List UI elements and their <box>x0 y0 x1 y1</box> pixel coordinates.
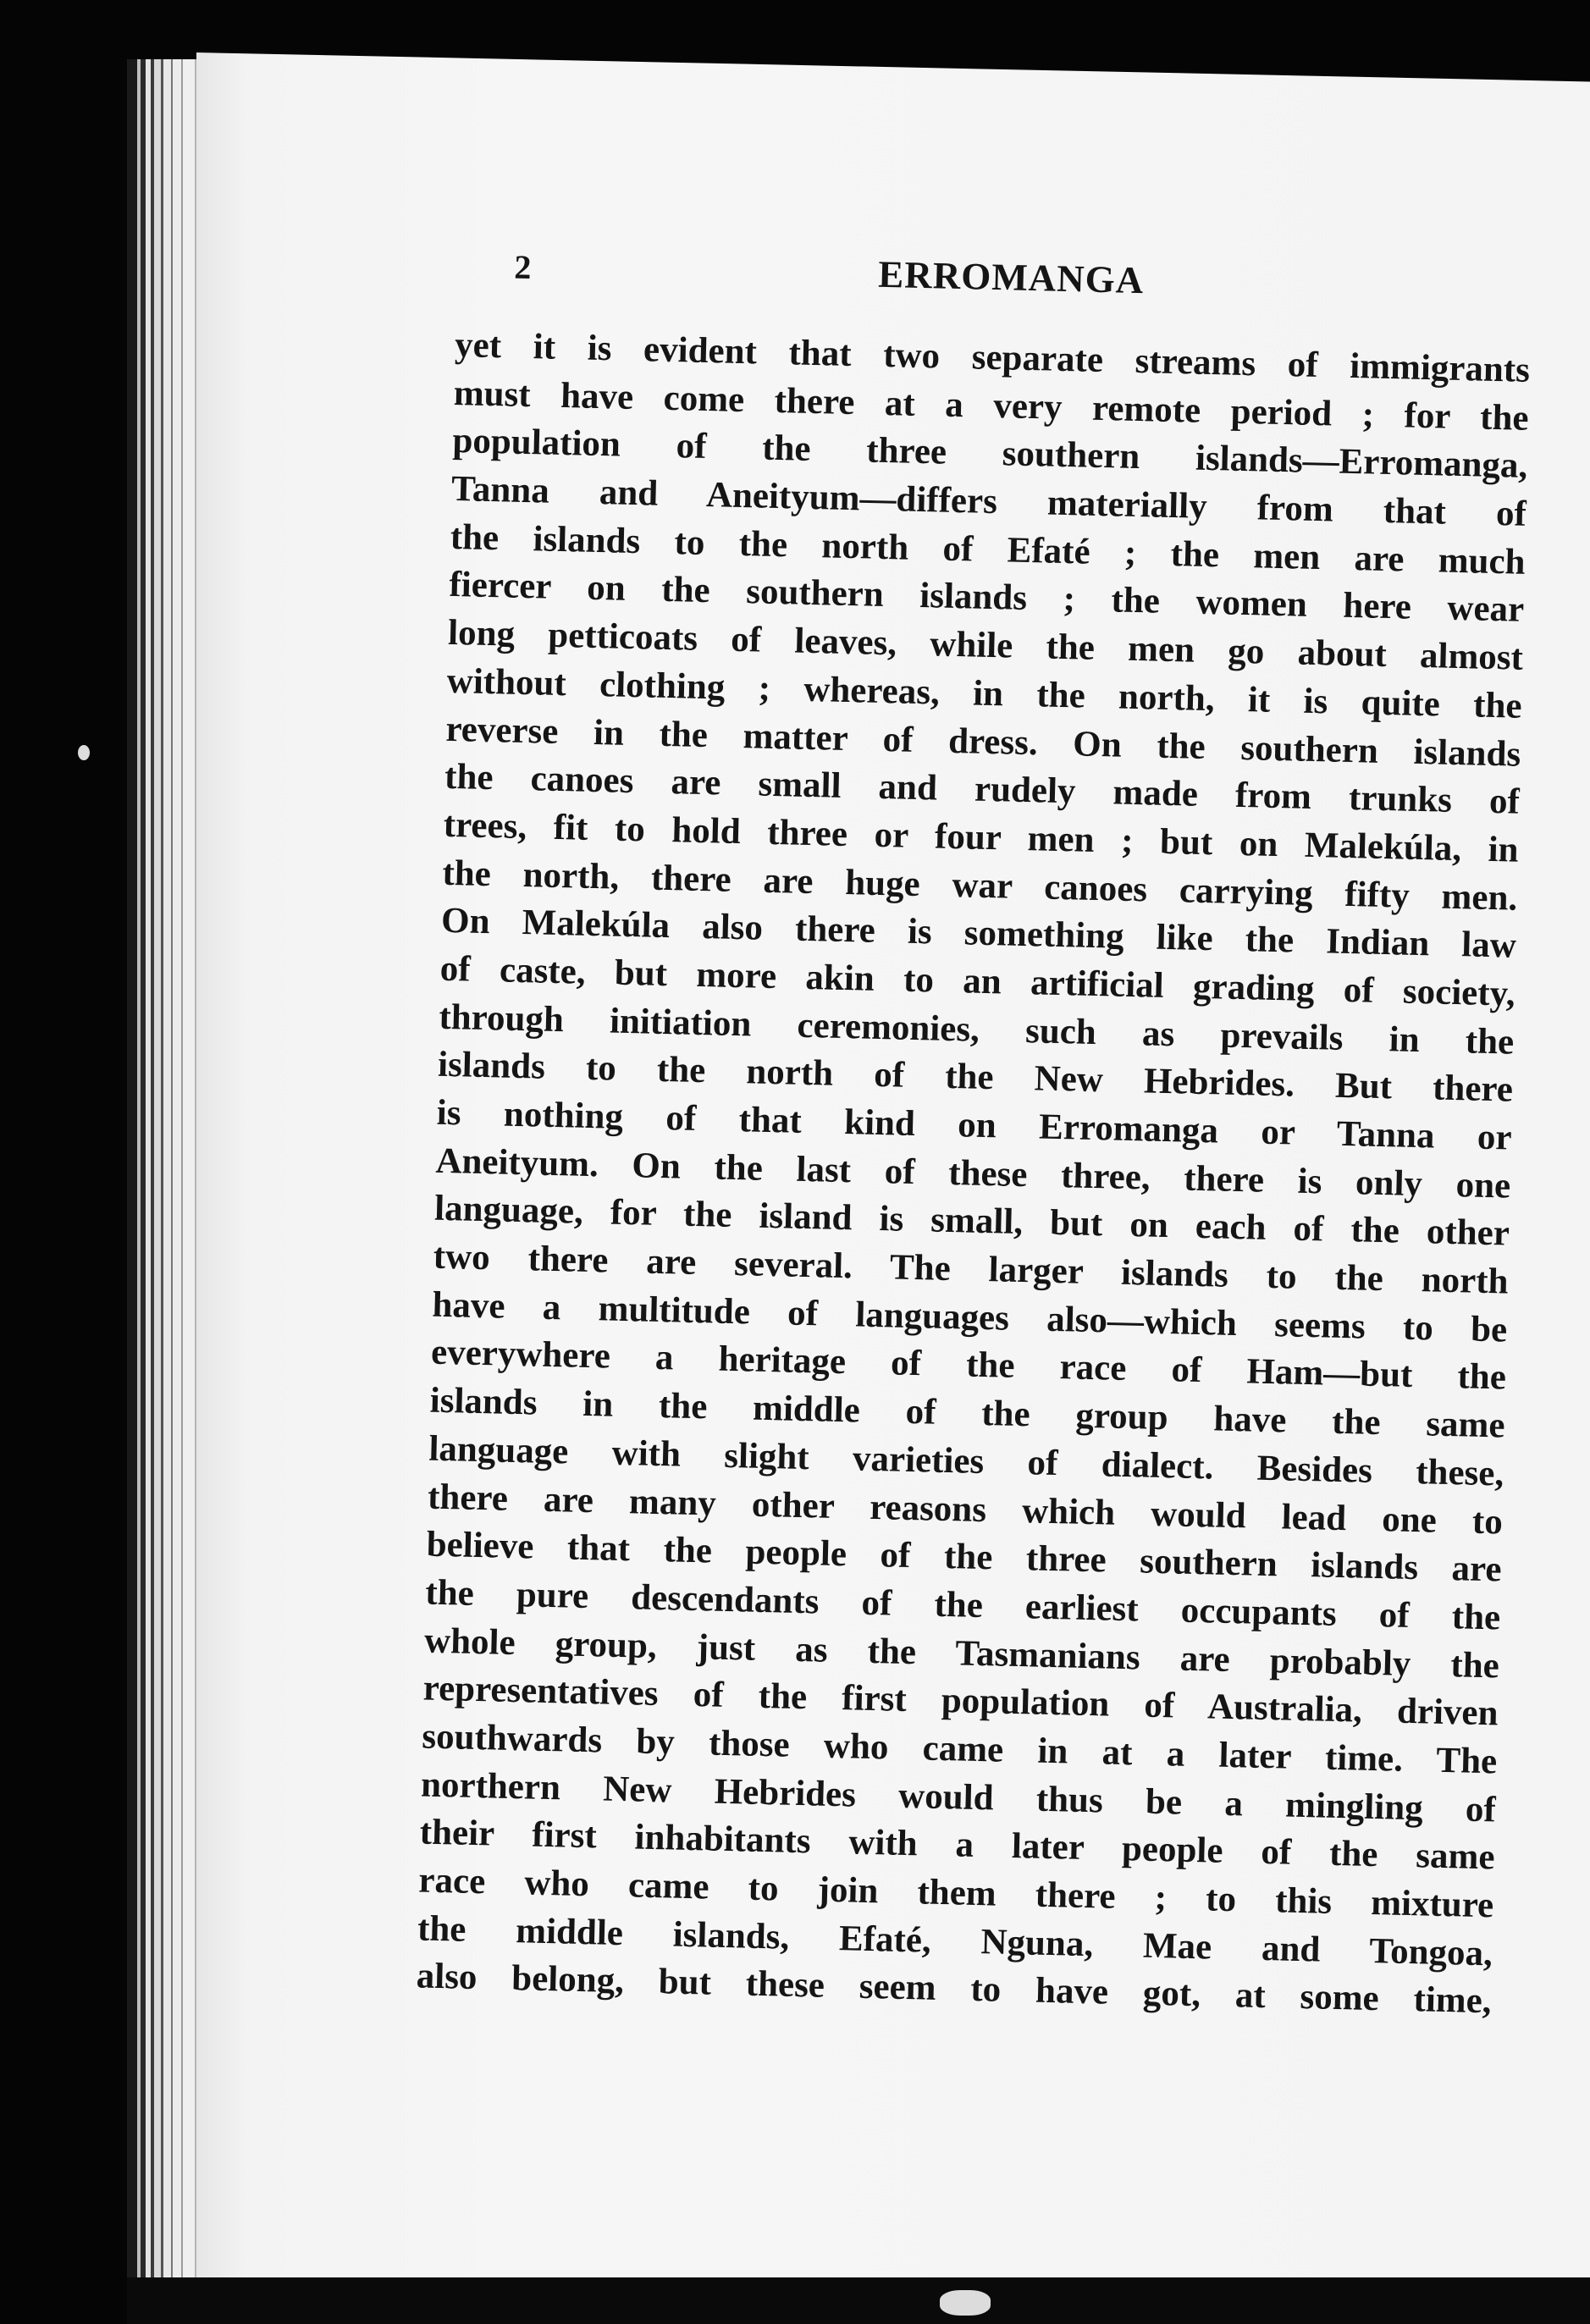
body-text <box>416 322 1530 2026</box>
text-line: the north, there are huge war canoes carrying fifty men. <box>441 853 1518 919</box>
page-number: 2 <box>513 247 532 287</box>
text-line: the pure descendants of the earliest occupants of the <box>424 1572 1501 1638</box>
text-line: population of the three southern islands—Erromanga, <box>452 421 1528 487</box>
text-line: On Malekúla also there is something like the Indian law <box>440 901 1517 966</box>
text-line: yet it is evident that two separate streams of immigrants <box>454 324 1531 390</box>
text-line: everywhere a heritage of the race of Ham—but the <box>430 1333 1507 1398</box>
text-line: of caste, but more akin to an artificial grading of society, <box>439 948 1516 1014</box>
dust-speck <box>940 2290 991 2316</box>
text-line: through initiation ceremonies, such as prevails in the <box>438 996 1515 1063</box>
text-line: Tanna and Aneityum—differs materially from that of <box>450 468 1527 534</box>
text-line: the canoes are small and rudely made from trunks of <box>444 757 1521 822</box>
page-text-block <box>416 246 1532 2026</box>
running-head-title: ERROMANGA <box>877 252 1145 302</box>
text-line: fiercer on the southern islands ; the women here wear <box>449 565 1525 631</box>
text-line: without clothing ; whereas, in the north, it is quite the <box>446 660 1523 726</box>
text-line: islands in the middle of the group have the same <box>429 1380 1506 1446</box>
text-line: there are many other reasons which would lead one to <box>427 1477 1504 1543</box>
text-line: the islands to the north of Efaté ; the men are much <box>450 516 1527 582</box>
dust-speck <box>78 745 90 760</box>
text-line: northern New Hebrides would thus be a mingling of <box>420 1764 1497 1830</box>
text-line: Aneityum. On the last of these three, there is only one <box>434 1140 1511 1206</box>
text-line: southwards by those who came in at a later time. The <box>421 1716 1498 1782</box>
text-line: islands to the north of the New Hebrides. But there <box>437 1045 1514 1110</box>
text-line: the middle islands, Efaté, Nguna, Mae and Tongoa, <box>417 1908 1493 1974</box>
text-line: also belong, but these seem to have got, at some time, <box>416 1956 1493 2022</box>
text-line: language with slight varieties of dialect. Besides these, <box>428 1428 1504 1494</box>
text-line: language, for the island is small, but on each of the other <box>433 1189 1510 1254</box>
text-line: reverse in the matter of dress. On the southern islands <box>444 709 1521 775</box>
text-line: trees, fit to hold three or four men ; but on Malekúla, in <box>443 804 1520 870</box>
bottom-shadow <box>127 2277 1590 2324</box>
text-line: whole group, just as the Tasmanians are probably the <box>423 1620 1500 1686</box>
text-line: their first inhabitants with a later people of the same <box>419 1812 1496 1878</box>
text-line: is nothing of that kind on Erromanga or Tanna or <box>436 1092 1513 1158</box>
text-line: have a multitude of languages also—which seems to be <box>431 1284 1508 1350</box>
text-line: two there are several. The larger islands to the north <box>433 1236 1510 1302</box>
text-line: must have come there at a very remote period ; for the <box>453 373 1530 439</box>
text-line: long petticoats of leaves, while the men go about almost <box>447 613 1524 678</box>
text-line: race who came to join them there ; to this mixture <box>417 1860 1494 1926</box>
text-line: representatives of the first population of Australia, driven <box>422 1668 1499 1734</box>
text-line: believe that the people of the three southern islands are <box>426 1524 1503 1590</box>
